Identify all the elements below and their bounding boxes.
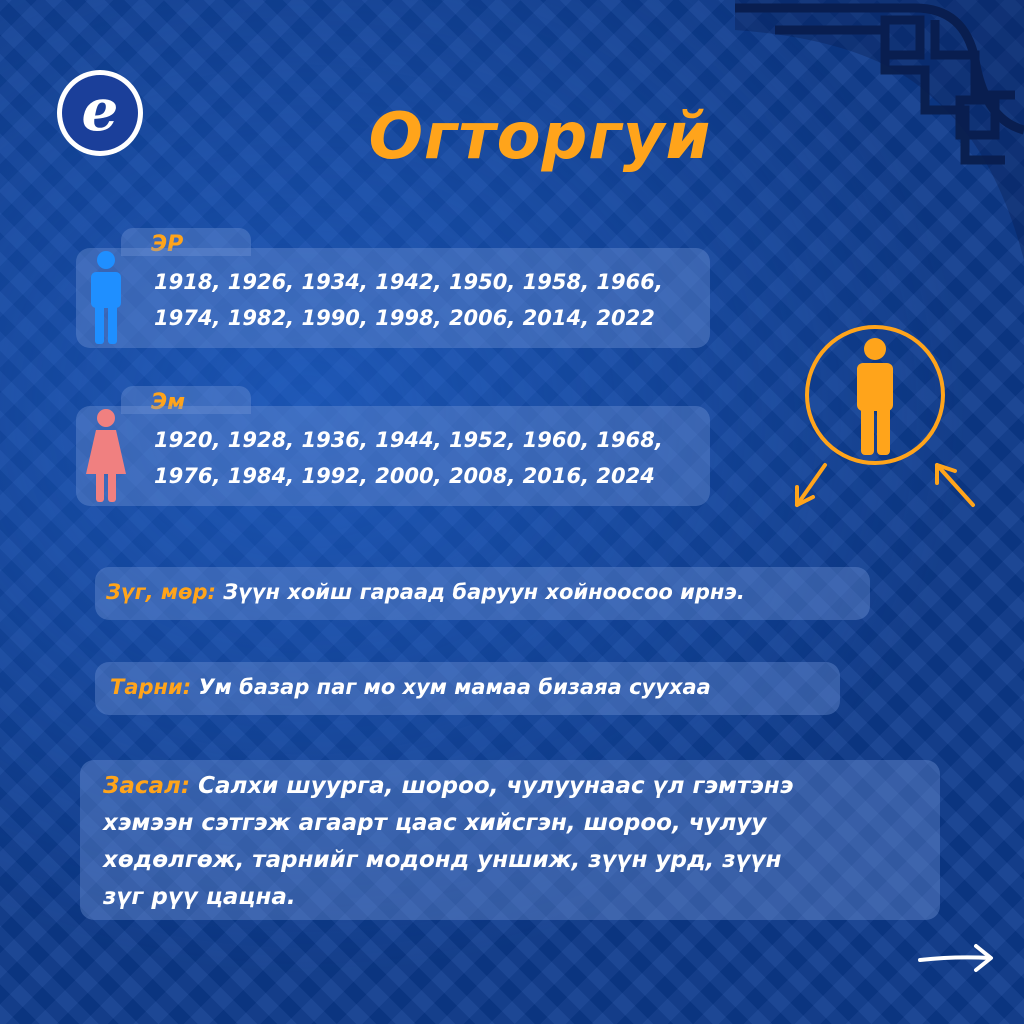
next-arrow-icon[interactable]: [916, 940, 996, 976]
logo-letter: e: [62, 75, 138, 151]
mantra-label: Тарни:: [110, 675, 192, 699]
male-figure-icon: [86, 250, 126, 346]
female-years-line2: 1976, 1984, 1992, 2000, 2008, 2016, 2024: [154, 464, 655, 488]
mantra-row: [110, 675, 711, 699]
female-years-line1: 1920, 1928, 1936, 1944, 1952, 1960, 1968,: [154, 428, 663, 452]
person-circle-icon: [785, 325, 990, 515]
female-years: [154, 422, 704, 494]
female-figure-icon: [84, 408, 128, 504]
female-tag: Эм: [121, 386, 251, 414]
remedy-line2: хэмээн сэтгэж агаарт цаас хийсгэн, шороо, чулуу: [103, 810, 767, 836]
direction-row: [106, 580, 745, 604]
page-title: Огторгуй: [368, 100, 712, 174]
direction-text: Зүүн хойш гараад баруун хойноосоо ирнэ.: [223, 580, 745, 604]
mantra-text: Ум базар паг мо хум мамаа бизаяа суухаа: [198, 675, 711, 699]
remedy-line1: Салхи шуурга, шороо, чулуунаас үл гэмтэнэ: [198, 773, 794, 799]
male-tag: ЭР: [121, 228, 251, 256]
male-years-line2: 1974, 1982, 1990, 1998, 2006, 2014, 2022: [154, 306, 655, 330]
remedy-line4: зүг рүү цацна.: [103, 884, 296, 910]
remedy-label: Засал:: [103, 773, 191, 799]
remedy-text-block: [103, 768, 933, 916]
direction-label: Зүг, мөр:: [106, 580, 216, 604]
remedy-line3: хөдөлгөж, тарнийг модонд уншиж, зүүн урд, зүүн: [103, 847, 782, 873]
male-years-line1: 1918, 1926, 1934, 1942, 1950, 1958, 1966,: [154, 270, 663, 294]
male-years: [154, 264, 704, 336]
